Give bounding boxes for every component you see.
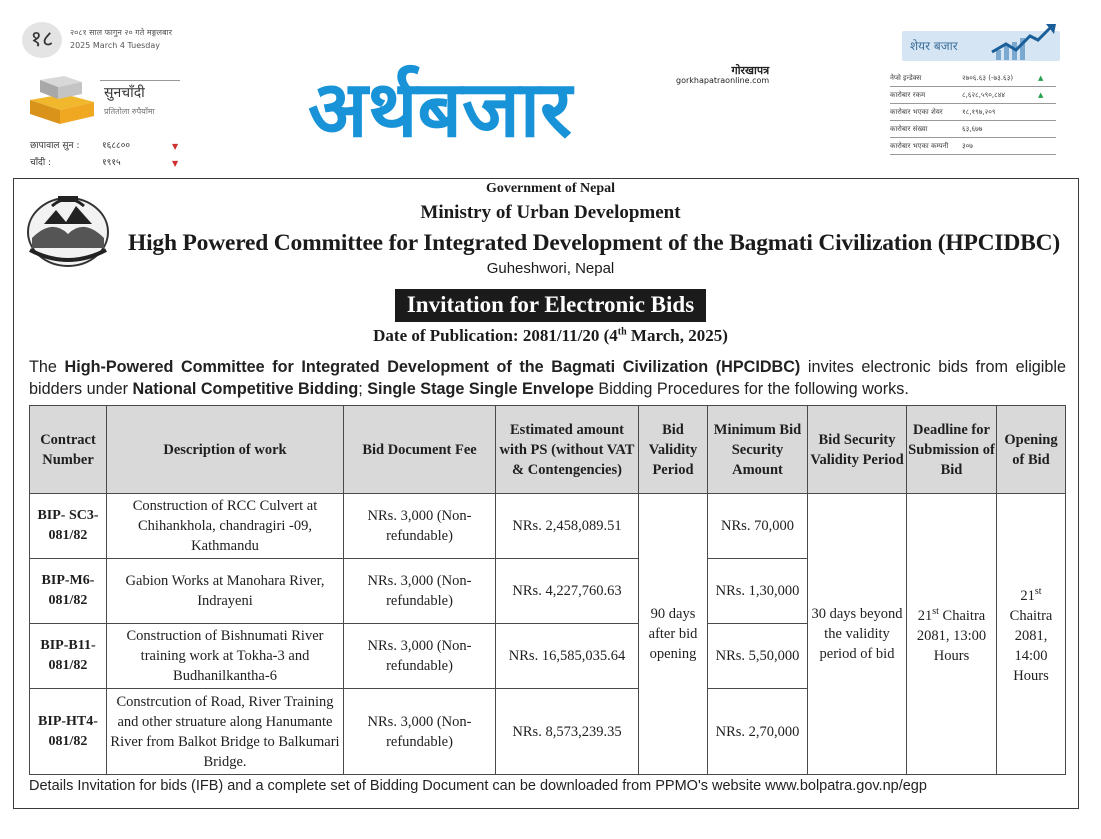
intro-bold: Single Stage Single Envelope — [367, 380, 594, 398]
opening-day: 21 — [1020, 587, 1035, 604]
share-row — [890, 70, 1056, 87]
share-value: ८,६२८,५९०,८४४ — [962, 91, 1006, 99]
intro-text: invites electronic bids from eligible bidders under — [29, 358, 1066, 398]
share-label: कारोबार रकम — [890, 91, 926, 99]
work-description: Construction of Bishnumati River training work at Tokha-3 and Budhanilkantha-6 — [107, 624, 344, 689]
newspaper-masthead — [0, 0, 1101, 175]
work-description: Constrcution of Road, River Training and other struature along Hanumante River from Balkot Bridge to Balkumari Bridge. — [107, 689, 344, 775]
publisher-block — [676, 66, 769, 86]
deadline-rest: Chaitra 2081, 13:00 Hours — [916, 607, 987, 664]
share-row — [890, 138, 1056, 155]
publisher-site: gorkhapatraonline.com — [676, 76, 770, 85]
header-bid-security: Minimum Bid Security Amount — [708, 406, 808, 494]
details-footer: Details Invitation for bids (IFB) and a complete set of Bidding Document can be downloaded from PPMO's website www.bolpatra.gov.np/egp — [29, 778, 927, 794]
committee-heading: High Powered Committee for Integrated Development of the Bagmati Civilization (HPCIDBC) — [128, 230, 1061, 256]
estimated-amount: NRs. 8,573,239.35 — [496, 689, 639, 775]
page-number: १८ — [22, 22, 62, 58]
publisher-name: गोरखापत्र — [731, 64, 770, 77]
share-row — [890, 87, 1056, 104]
bid-security-amount: NRs. 2,70,000 — [708, 689, 808, 775]
gold-row — [30, 155, 186, 172]
date-sup: th — [617, 326, 627, 338]
invitation-title-wrap — [0, 289, 1101, 322]
header-description: Description of work — [107, 406, 344, 494]
trend-up-icon — [990, 22, 1060, 62]
opening-sup: st — [1034, 586, 1042, 598]
opening-rest: Chaitra 2081, 14:00 Hours — [1009, 607, 1053, 684]
date-english: 2025 March 4 Tuesday — [70, 41, 161, 50]
contract-number: BIP-M6-081/82 — [30, 559, 107, 624]
share-value: १८,१९७,२०९ — [962, 108, 996, 116]
bid-security-amount: NRs. 5,50,000 — [708, 624, 808, 689]
up-arrow-icon: ▲ — [1038, 74, 1044, 82]
header-estimated-amount: Estimated amount with PS (without VAT & Contengencies) — [496, 406, 639, 494]
up-arrow-icon: ▲ — [1038, 91, 1044, 99]
share-value: २७०६.६३ (-७३.६३) — [962, 74, 1014, 82]
down-arrow-icon: ▼ — [172, 159, 179, 168]
invitation-title: Invitation for Electronic Bids — [395, 289, 706, 322]
ministry-heading: Ministry of Urban Development — [420, 202, 681, 223]
header-bid-validity: Bid Validity Period — [639, 406, 708, 494]
intro-text: Bidding Procedures for the following works. — [593, 380, 909, 398]
bid-security-amount: NRs. 70,000 — [708, 494, 808, 559]
intro-bold: National Competitive Bidding — [132, 380, 359, 398]
date-nepali: २०८१ साल फागुन २० गते मङ्गलबार — [70, 28, 173, 37]
location-line: Guheshwori, Nepal — [486, 260, 615, 277]
intro-text: ; — [358, 380, 368, 398]
bid-fee: NRs. 3,000 (Non-refundable) — [344, 559, 496, 624]
deadline-sup: st — [932, 606, 939, 618]
share-row — [890, 121, 1056, 138]
estimated-amount: NRs. 4,227,760.63 — [496, 559, 639, 624]
share-label: कारोबार संख्या — [890, 125, 928, 133]
share-label: नेप्से इन्डेक्स — [890, 74, 922, 82]
share-market-title: शेयर बजार — [910, 39, 958, 53]
bid-fee: NRs. 3,000 (Non-refundable) — [344, 689, 496, 775]
share-value: ६३,६७७ — [962, 125, 983, 133]
security-validity-period: 30 days beyond the validity period of bid — [808, 494, 907, 775]
intro-bold: High-Powered Committee for Integrated Development of the Bagmati Civilization (HPCIDBC) — [64, 358, 801, 376]
share-value: ३०७ — [962, 142, 973, 150]
bid-fee: NRs. 3,000 (Non-refundable) — [344, 624, 496, 689]
gold-value: १९१५ — [102, 158, 121, 168]
share-label: कारोबार भएका कम्पनी — [890, 142, 949, 150]
contract-number: BIP- SC3-081/82 — [30, 494, 107, 559]
gold-label: चाँदी : — [30, 158, 52, 168]
bid-opening — [997, 494, 1066, 775]
table-row — [30, 494, 1066, 559]
share-row — [890, 104, 1056, 121]
contract-number: BIP-HT4-081/82 — [30, 689, 107, 775]
gold-bars-icon — [24, 66, 100, 126]
issue-date — [70, 26, 172, 52]
contract-number: BIP-B11-081/82 — [30, 624, 107, 689]
bid-fee: NRs. 3,000 (Non-refundable) — [344, 494, 496, 559]
gold-value: १६८८०० — [102, 141, 131, 151]
section-title: अर्थबजार — [308, 65, 572, 155]
header-opening: Opening of Bid — [997, 406, 1066, 494]
down-arrow-icon: ▼ — [172, 142, 179, 151]
header-security-validity: Bid Security Validity Period — [808, 406, 907, 494]
work-description: Gabion Works at Manohara River, Indrayeni — [107, 559, 344, 624]
date-prefix: Date of Publication: 2081/11/20 (4 — [373, 326, 618, 345]
intro-text: The — [29, 358, 65, 376]
gold-title: सुनचाँदी — [104, 85, 145, 101]
table-header-row — [30, 406, 1066, 494]
share-market-table — [890, 70, 1056, 155]
gold-row — [30, 138, 186, 155]
gold-label: छापावाल सुन : — [30, 141, 80, 151]
share-label: कारोबार भएका शेयर — [890, 108, 943, 116]
bid-validity-period: 90 days after bid opening — [639, 494, 708, 775]
bid-security-amount: NRs. 1,30,000 — [708, 559, 808, 624]
gold-tagline: प्रतितोला रुपैयाँमा — [104, 107, 155, 116]
header-contract-number: Contract Number — [30, 406, 107, 494]
date-suffix: March, 2025) — [626, 326, 728, 345]
deadline-day: 21 — [917, 607, 933, 624]
estimated-amount: NRs. 16,585,035.64 — [496, 624, 639, 689]
header-deadline: Deadline for Submission of Bid — [907, 406, 997, 494]
publication-date — [0, 326, 1101, 346]
government-heading: Government of Nepal — [485, 181, 616, 196]
nepal-emblem-icon — [22, 188, 114, 270]
submission-deadline — [907, 494, 997, 775]
bids-table — [29, 405, 1066, 775]
work-description: Construction of RCC Culvert at Chihankhola, chandragiri -09, Kathmandu — [107, 494, 344, 559]
gold-divider — [100, 80, 180, 81]
estimated-amount: NRs. 2,458,089.51 — [496, 494, 639, 559]
gold-price-table — [30, 138, 186, 172]
intro-paragraph — [29, 356, 1066, 400]
header-bid-fee: Bid Document Fee — [344, 406, 496, 494]
